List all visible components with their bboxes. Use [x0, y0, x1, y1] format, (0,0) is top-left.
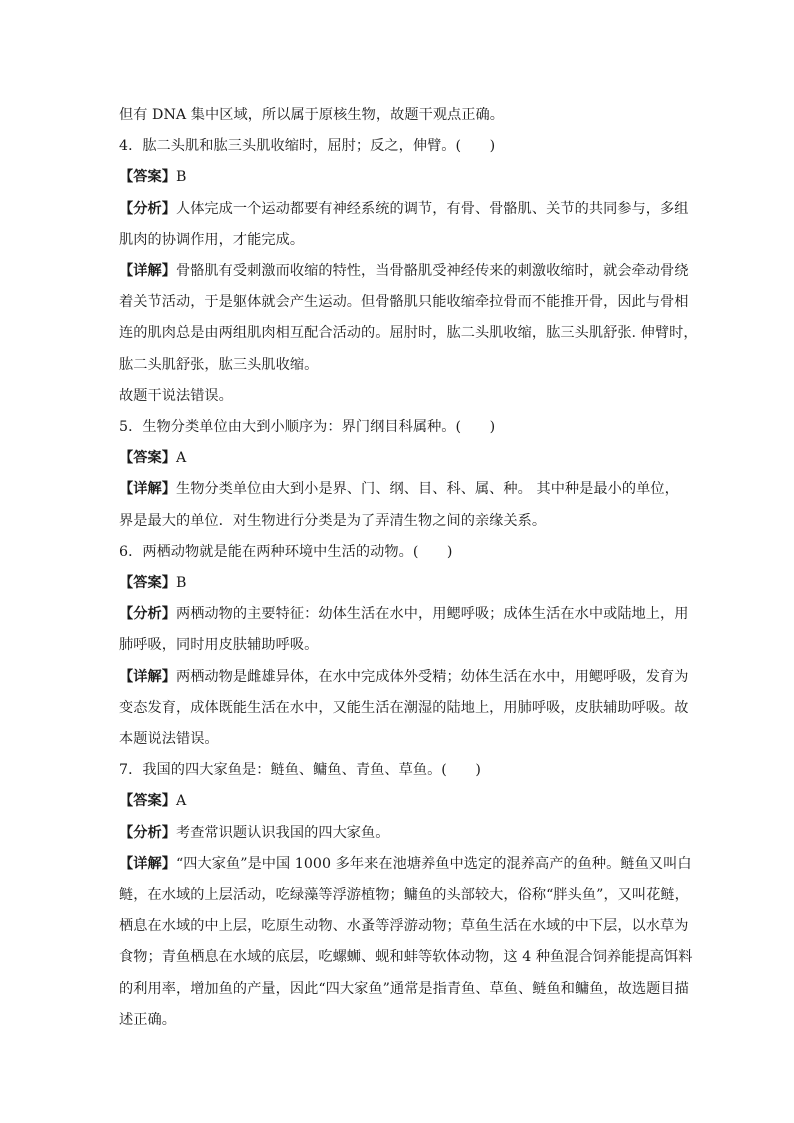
line-text: 人体完成一个运动都要有神经系统的调节，有骨、骨骼肌、关节的共同参与，多组	[175, 200, 689, 217]
answer-tag: 【答案】	[119, 450, 176, 467]
text-line	[119, 880, 689, 911]
line-text: 肺呼吸，同时用皮肤辅助呼吸。	[119, 637, 319, 654]
line-text: 7．我国的四大家鱼是：鲢鱼、鳙鱼、青鱼、草鱼。( )	[119, 762, 481, 779]
line-text: 的利用率，增加鱼的产量，因此“四大家鱼”通常是指青鱼、草鱼、鲢鱼和鳙鱼，故选题目描	[119, 980, 689, 997]
text-line	[119, 225, 679, 256]
line-text: “四大家鱼”是中国 1000 多年来在池塘养鱼中选定的混养高产的鱼种。鲢鱼又叫白	[175, 855, 692, 872]
analysis-tag: 【分析】	[119, 824, 176, 841]
text-line	[119, 911, 689, 942]
explanation-line	[119, 849, 692, 880]
analysis-line	[119, 194, 689, 225]
answer-value: B	[175, 169, 187, 186]
line-text: 考查常识题认识我国的四大家鱼。	[175, 824, 390, 841]
line-text: 述正确。	[119, 1011, 176, 1028]
text-line	[119, 1005, 679, 1036]
line-text: 骨骼肌有受刺激而收缩的特性，当骨骼肌受神经传来的刺激收缩时，就会牵动骨绕	[175, 263, 689, 280]
answer-tag: 【答案】	[119, 169, 176, 186]
question-line	[119, 131, 679, 162]
question-line	[119, 412, 679, 443]
text-line	[119, 287, 689, 318]
line-text: 4．肱二头肌和肱三头肌收缩时，屈肘；反之，伸臂。( )	[119, 138, 496, 155]
explanation-line	[119, 662, 689, 693]
text-line	[119, 318, 698, 349]
line-text: 6．两栖动物就是能在两种环境中生活的动物。( )	[119, 543, 453, 560]
line-text: 肌肉的协调作用，才能完成。	[119, 231, 305, 248]
analysis-tag: 【分析】	[119, 606, 176, 623]
analysis-line	[119, 599, 689, 630]
line-text: 连的肌肉总是由两组肌肉相互配合活动的。屈肘时，肱二头肌收缩，肱三头肌舒张. 伸臂时，	[119, 325, 698, 342]
answer-value: A	[175, 793, 187, 810]
answer-line	[119, 443, 679, 474]
line-text: 本题说法错误。	[119, 731, 219, 748]
line-text: 两栖动物是雌雄异体，在水中完成体外受精；幼体生活在水中，用鳃呼吸，发育为	[175, 668, 689, 685]
document-body	[119, 100, 698, 1036]
text-line	[119, 942, 693, 973]
line-text: 变态发育，成体既能生活在水中，又能生活在潮湿的陆地上，用肺呼吸，皮肤辅助呼吸。故	[119, 699, 689, 716]
text-line	[119, 693, 689, 724]
text-line	[119, 724, 679, 755]
line-text: 界是最大的单位．对生物进行分类是为了弄清生物之间的亲缘关系。	[119, 512, 547, 529]
line-text: 故题干说法错误。	[119, 387, 233, 404]
answer-value: B	[175, 575, 187, 592]
explanation-tag: 【详解】	[119, 481, 176, 498]
answer-line	[119, 786, 679, 817]
explanation-tag: 【详解】	[119, 668, 176, 685]
line-text: 5．生物分类单位由大到小顺序为：界门纲目科属种。( )	[119, 419, 496, 436]
analysis-line	[119, 818, 679, 849]
answer-line	[119, 568, 679, 599]
text-line	[119, 630, 679, 661]
line-text: 肱二头肌舒张，肱三头肌收缩。	[119, 356, 319, 373]
answer-tag: 【答案】	[119, 575, 176, 592]
line-text: 栖息在水域的中上层，吃原生动物、水蚤等浮游动物；草鱼生活在水域的中下层，以水草为	[119, 918, 689, 935]
answer-tag: 【答案】	[119, 793, 176, 810]
answer-value: A	[175, 450, 187, 467]
text-line	[119, 381, 679, 412]
answer-line	[119, 162, 679, 193]
explanation-line	[119, 256, 689, 287]
explanation-line	[119, 474, 679, 505]
line-text: 两栖动物的主要特征：幼体生活在水中，用鳃呼吸；成体生活在水中或陆地上，用	[175, 606, 689, 623]
question-line	[119, 537, 679, 568]
line-text: 但有 DNA 集中区域，所以属于原核生物，故题干观点正确。	[119, 107, 505, 123]
text-line	[119, 974, 689, 1005]
explanation-tag: 【详解】	[119, 855, 176, 872]
question-line	[119, 755, 679, 786]
line-text: 生物分类单位由大到小是界、门、纲、目、科、属、种。 其中种是最小的单位，	[175, 481, 679, 498]
line-text: 着关节活动，于是躯体就会产生运动。但骨骼肌只能收缩牵拉骨而不能推开骨，因此与骨相	[119, 294, 689, 311]
text-line	[119, 506, 679, 537]
line-text: 鲢，在水域的上层活动，吃绿藻等浮游植物；鳙鱼的头部较大，俗称“胖头鱼”，又叫花鲢，	[119, 887, 689, 904]
analysis-tag: 【分析】	[119, 200, 176, 217]
explanation-tag: 【详解】	[119, 263, 176, 280]
line-text: 食物；青鱼栖息在水域的底层，吃螺蛳、蚬和蚌等软体动物，这 4 种鱼混合饲养能提高饵料	[119, 949, 693, 966]
text-line	[119, 100, 679, 131]
text-line	[119, 350, 679, 381]
